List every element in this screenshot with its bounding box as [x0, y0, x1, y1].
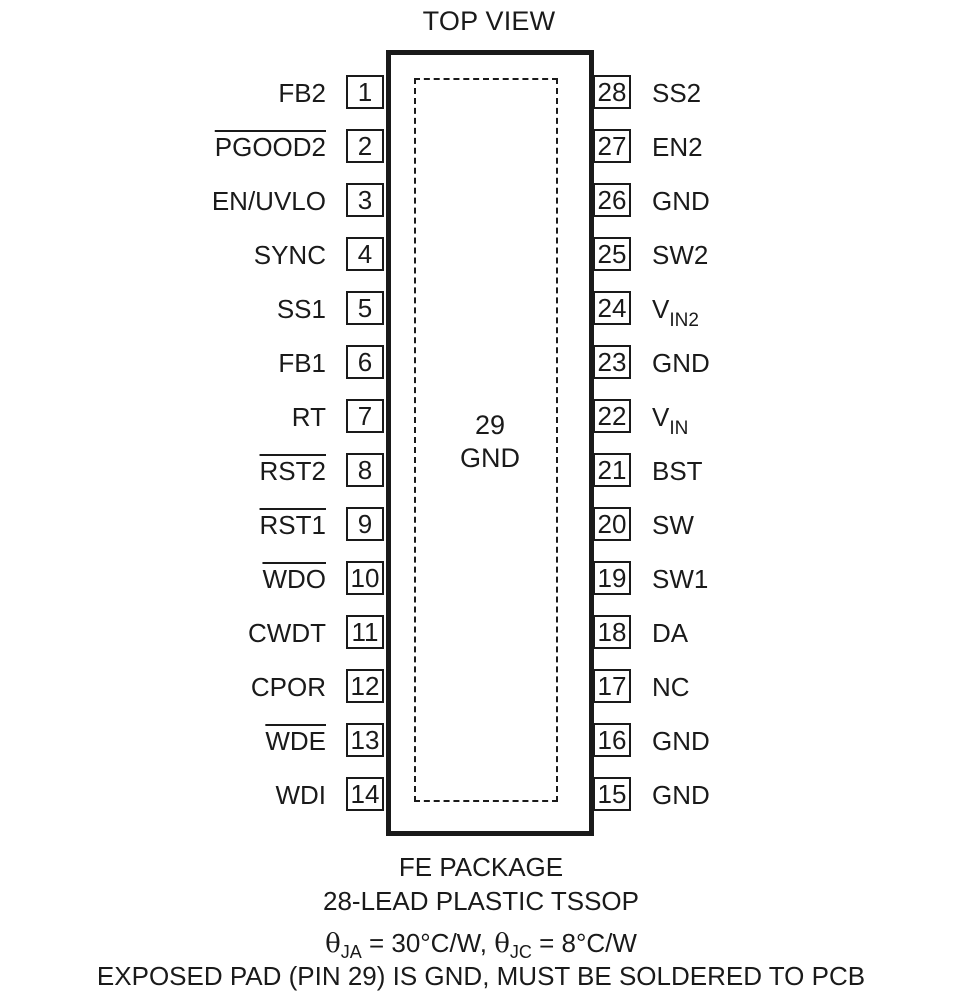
- pin-6-label: FB1: [278, 348, 326, 378]
- pin-17-number: 17: [593, 669, 631, 703]
- pin-20-label: SW: [652, 510, 694, 540]
- exposed-pad-note: EXPOSED PAD (PIN 29) IS GND, MUST BE SOLDERED TO PCB: [96, 961, 866, 991]
- diagram-title: TOP VIEW: [422, 6, 556, 36]
- pin-26-number: 26: [593, 183, 631, 217]
- pin-10-number: 10: [346, 561, 384, 595]
- pin-12-label: CPOR: [250, 672, 326, 702]
- pin-27-number: 27: [593, 129, 631, 163]
- pin-3-label: EN/UVLO: [211, 186, 326, 216]
- pin-24-label: $V_{IN2}$: [652, 294, 699, 331]
- pin-6-number: 6: [346, 345, 384, 379]
- pin-7-label: RT: [291, 402, 326, 432]
- pin-20-number: 20: [593, 507, 631, 541]
- pin-18-number: 18: [593, 615, 631, 649]
- pin-19-label: SW1: [652, 564, 709, 594]
- pin-16-label: GND: [652, 726, 710, 756]
- pin-28-number: 28: [593, 75, 631, 109]
- pin-27-label: EN2: [652, 132, 703, 162]
- pin-5-number: 5: [346, 291, 384, 325]
- pin-4-number: 4: [346, 237, 384, 271]
- pin-5-label: SS1: [276, 294, 326, 324]
- theta-jc-subscript: JC: [509, 942, 532, 962]
- pin-19-number: 19: [593, 561, 631, 595]
- pin-17-label: NC: [652, 672, 690, 702]
- exposed-pad-number: 29: [474, 410, 506, 440]
- pin-16-number: 16: [593, 723, 631, 757]
- package-name: FE PACKAGE: [398, 852, 564, 882]
- pin-8-number: 8: [346, 453, 384, 487]
- pin-9-label: RST1: [259, 510, 326, 540]
- theta-symbol: θ: [325, 929, 341, 959]
- pin-3-number: 3: [346, 183, 384, 217]
- pin-23-label: GND: [652, 348, 710, 378]
- pin-23-number: 23: [593, 345, 631, 379]
- pin-24-number: 24: [593, 291, 631, 325]
- pin-15-number: 15: [593, 777, 631, 811]
- pin-14-number: 14: [346, 777, 384, 811]
- theta-ja-subscript: JA: [340, 942, 362, 962]
- pin-4-label: SYNC: [253, 240, 326, 270]
- theta-ja-value: = 30°C/W,: [361, 928, 495, 958]
- pin-21-label: BST: [652, 456, 703, 486]
- pin-18-label: DA: [652, 618, 689, 648]
- pin-15-label: GND: [652, 780, 710, 810]
- pin-2-label: PGOOD2: [214, 132, 326, 162]
- exposed-pad-name: GND: [460, 443, 520, 473]
- pin-13-number: 13: [346, 723, 384, 757]
- pin-14-label: WDI: [275, 780, 326, 810]
- pin-1-number: 1: [346, 75, 384, 109]
- pin-8-label: RST2: [259, 456, 326, 486]
- pin-10-label: $\overline{WDO}$: [262, 564, 326, 594]
- pin-22-label: $V_{IN}$: [652, 402, 689, 439]
- thermal-resistance: [0, 928, 962, 962]
- pin-7-number: 7: [346, 399, 384, 433]
- package-description: 28-LEAD PLASTIC TSSOP: [323, 886, 639, 916]
- pin-22-label-subscript: IN: [669, 418, 689, 439]
- pin-24-label-subscript: IN2: [669, 310, 699, 331]
- theta-jc-value: = 8°C/W: [531, 928, 637, 958]
- pin-25-label: SW2: [652, 240, 709, 270]
- pin-28-label: SS2: [652, 78, 702, 108]
- pin-26-label: GND: [652, 186, 710, 216]
- pin-1-label: FB2: [278, 78, 326, 108]
- pin-2-number: 2: [346, 129, 384, 163]
- pin-25-number: 25: [593, 237, 631, 271]
- pin-22-number: 22: [593, 399, 631, 433]
- theta-symbol: θ: [494, 929, 510, 959]
- pin-13-label: $\overline{WDE}$: [265, 726, 326, 756]
- pin-11-number: 11: [346, 615, 384, 649]
- pin-9-number: 9: [346, 507, 384, 541]
- pin-21-number: 21: [593, 453, 631, 487]
- pin-12-number: 12: [346, 669, 384, 703]
- pin-11-label: CWDT: [248, 618, 326, 648]
